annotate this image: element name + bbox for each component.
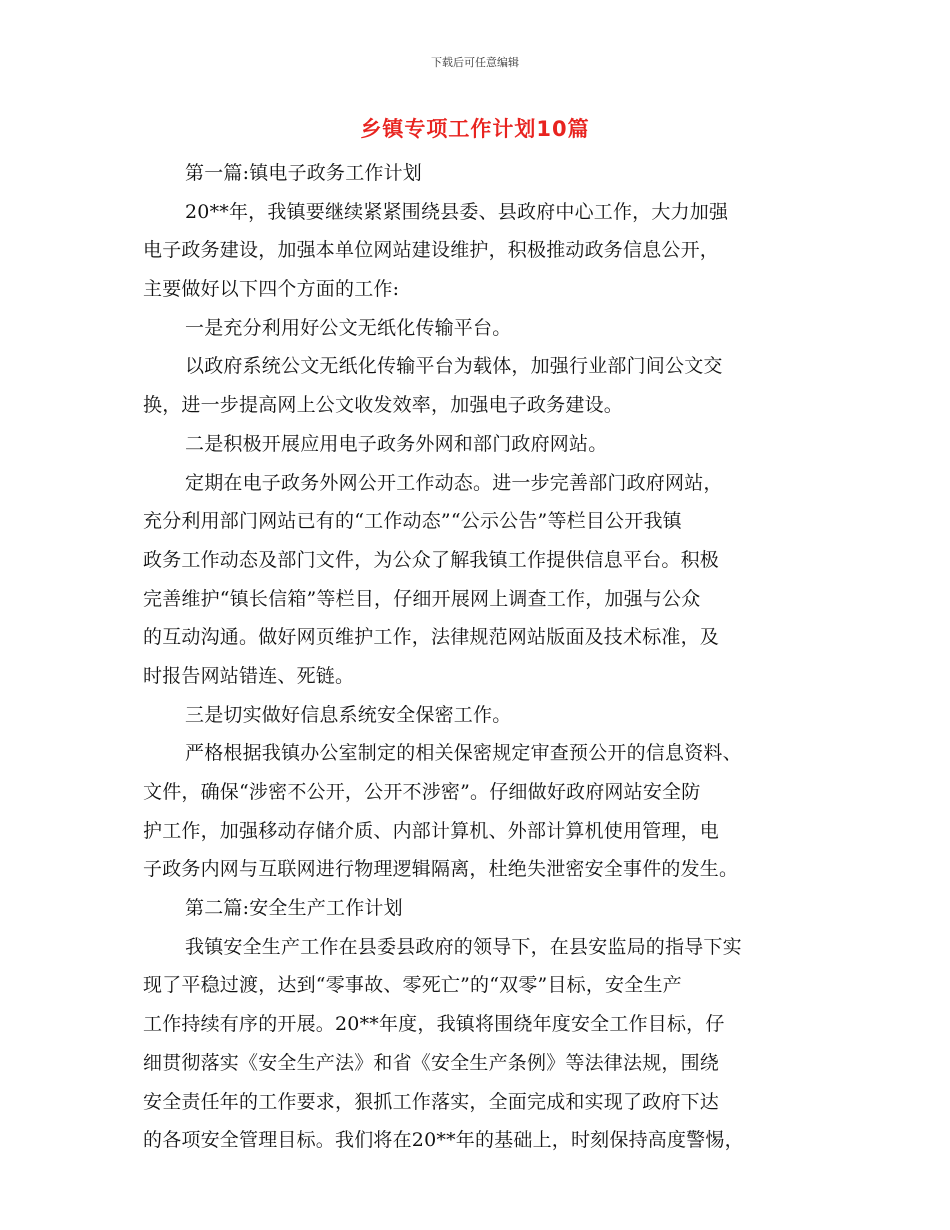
text-line: 我镇安全生产工作在县委县政府的领导下，在县安监局的指导下实 <box>185 935 742 958</box>
text-line: 工作持续有序的开展。20**年度，我镇将围绕年度安全工作目标，仔 <box>143 1013 725 1036</box>
document-body <box>143 154 808 1160</box>
text-line: 以政府系统公文无纸化传输平台为载体，加强行业部门间公文交 <box>185 355 723 378</box>
text-line: 文件，确保“涉密不公开，公开不涉密”。仔细做好政府网站安全防 <box>143 781 701 803</box>
text-line: 时报告网站错连、死链。 <box>143 664 355 687</box>
text-line: 的互动沟通。做好网页维护工作，法律规范网站版面及技术标准，及 <box>143 626 720 649</box>
text-line: 的各项安全管理目标。我们将在20**年的基础上，时刻保持高度警惕， <box>143 1129 744 1152</box>
text-line: 一是充分利用好公文无纸化传输平台。 <box>185 316 512 339</box>
text-line: 护工作，加强移动存储介质、内部计算机、外部计算机使用管理，电 <box>143 819 720 842</box>
text-line: 严格根据我镇办公室制定的相关保密规定审查预公开的信息资料、 <box>185 742 742 765</box>
text-line: 定期在电子政务外网公开工作动态。进一步完善部门政府网站， <box>185 471 723 494</box>
text-line: 子政务内网与互联网进行物理逻辑隔离，杜绝失泄密安全事件的发生。 <box>143 858 739 881</box>
text-line: 二是积极开展应用电子政务外网和部门政府网站。 <box>185 432 608 455</box>
text-line: 细贯彻落实《安全生产法》和省《安全生产条例》等法律法规，围绕 <box>143 1051 720 1074</box>
text-line: 第二篇:安全生产工作计划 <box>185 897 403 920</box>
text-line: 现了平稳过渡，达到“零事故、零死亡”的“双零”目标，安全生产 <box>143 974 682 997</box>
text-line: 充分利用部门网站已有的“工作动态”“公示公告”等栏目公开我镇 <box>143 510 682 533</box>
page-header: 下载后可任意编辑 <box>431 56 519 69</box>
text-line: 第一篇:镇电子政务工作计划 <box>185 162 423 184</box>
text-line: 政务工作动态及部门文件，为公众了解我镇工作提供信息平台。积极 <box>143 548 720 571</box>
text-line: 20**年，我镇要继续紧紧围绕县委、县政府中心工作，大力加强 <box>185 200 729 223</box>
document-title: 乡镇专项工作计划10篇 <box>360 117 590 141</box>
text-line: 安全责任年的工作要求，狠抓工作落实，全面完成和实现了政府下达 <box>143 1090 720 1113</box>
text-line: 电子政务建设，加强本单位网站建设维护，积极推动政务信息公开， <box>143 239 720 262</box>
text-line: 换，进一步提高网上公文收发效率，加强电子政务建设。 <box>143 394 624 417</box>
text-line: 三是切实做好信息系统安全保密工作。 <box>185 703 512 726</box>
text-line: 完善维护“镇长信箱”等栏目，仔细开展网上调查工作，加强与公众 <box>143 587 701 610</box>
text-line: 主要做好以下四个方面的工作: <box>143 278 400 301</box>
